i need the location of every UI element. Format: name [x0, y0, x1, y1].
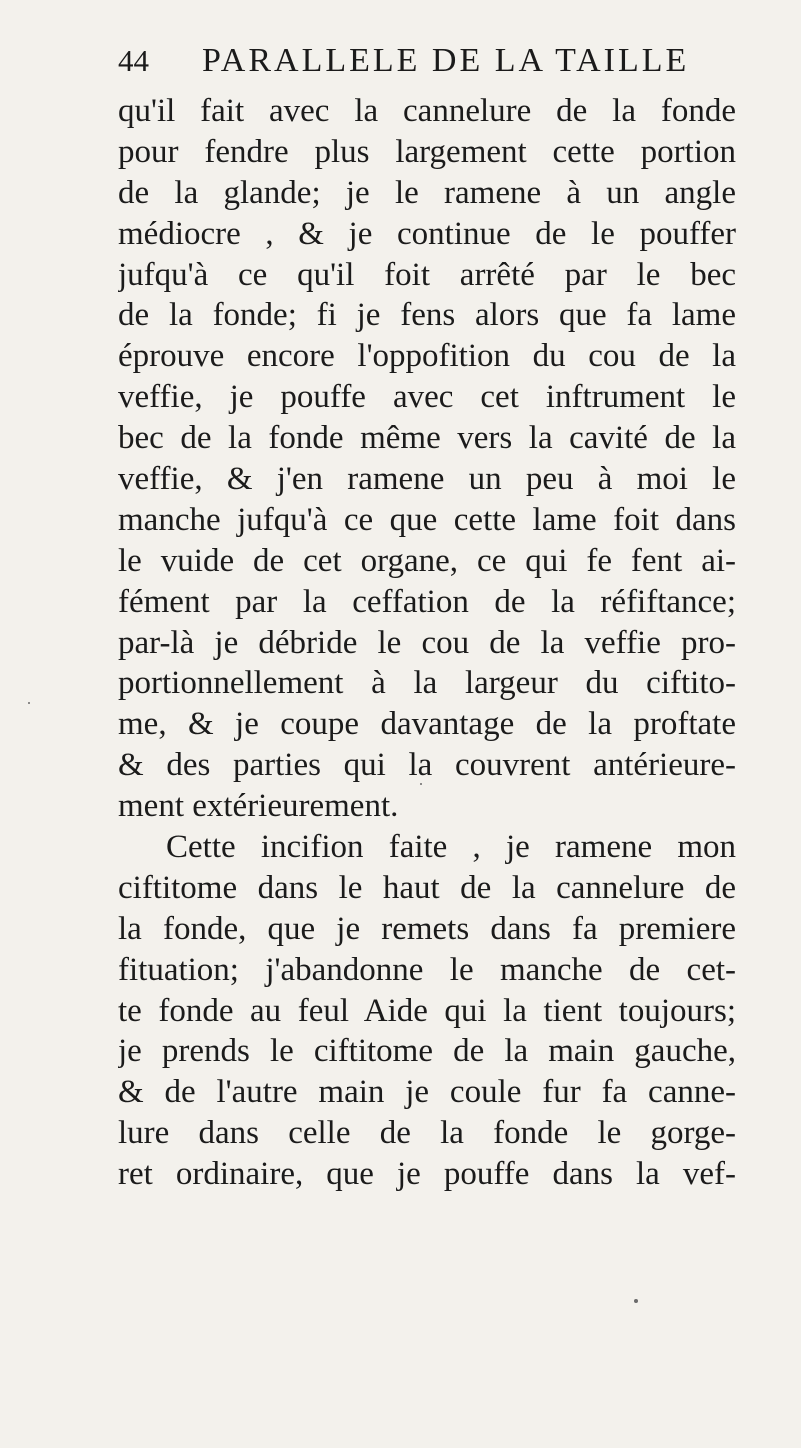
text-line: éprouve encore l'oppofition du cou de la — [118, 338, 736, 375]
text-line: pour fendre plus largement cette portion — [118, 133, 736, 170]
paragraph-start-line: Cette incifion faite , je ramene mon — [166, 829, 736, 866]
paragraph-end-line: ment extérieurement. — [118, 788, 399, 825]
running-title: PARALLELE DE LA TAILLE — [202, 42, 690, 79]
text-line: médiocre , & je continue de le pouffer — [118, 215, 736, 252]
text-line: la fonde, que je remets dans fa premiere — [118, 910, 736, 947]
text-line: de la fonde; fi je fens alors que fa lame — [118, 297, 736, 334]
text-line: par-là je débride le cou de la veffie pro- — [118, 624, 736, 661]
page-number: 44 — [118, 43, 149, 78]
text-line: lure dans celle de la fonde le gorge- — [118, 1115, 736, 1152]
text-line: de la glande; je le ramene à un angle — [118, 174, 736, 211]
text-line: ret ordinaire, que je pouffe dans la vef- — [118, 1156, 736, 1193]
text-line: fituation; j'abandonne le manche de cet- — [118, 951, 736, 988]
text-line: te fonde au feul Aide qui la tient toujours; — [118, 992, 736, 1029]
text-line: le vuide de cet organe, ce qui fe fent ai- — [118, 542, 736, 579]
text-line: ciftitome dans le haut de la cannelure de — [118, 869, 736, 906]
text-line: je prends le ciftitome de la main gauche, — [118, 1033, 736, 1070]
text-line: portionnellement à la largeur du ciftito- — [118, 665, 736, 702]
text-line: veffie, je pouffe avec cet inftrument le — [118, 379, 736, 416]
text-line: manche jufqu'à ce que cette lame foit dans — [118, 501, 736, 538]
text-line: bec de la fonde même vers la cavité de la — [118, 420, 736, 457]
text-line: jufqu'à ce qu'il foit arrêté par le bec — [118, 256, 736, 293]
ink-speck — [28, 702, 30, 704]
text-line: & de l'autre main je coule fur fa canne- — [118, 1074, 736, 1111]
text-line: qu'il fait avec la cannelure de la fonde — [118, 93, 736, 129]
body-text — [118, 91, 736, 1195]
page-header — [118, 36, 758, 86]
text-line: & des parties qui la couvrent antérieure- — [118, 747, 736, 784]
ink-speck — [420, 783, 422, 785]
text-line: me, & je coupe davantage de la proftate — [118, 706, 736, 743]
text-line: fément par la ceffation de la réfiftance; — [118, 583, 736, 620]
ink-speck — [634, 1299, 638, 1303]
text-line: veffie, & j'en ramene un peu à moi le — [118, 461, 736, 498]
